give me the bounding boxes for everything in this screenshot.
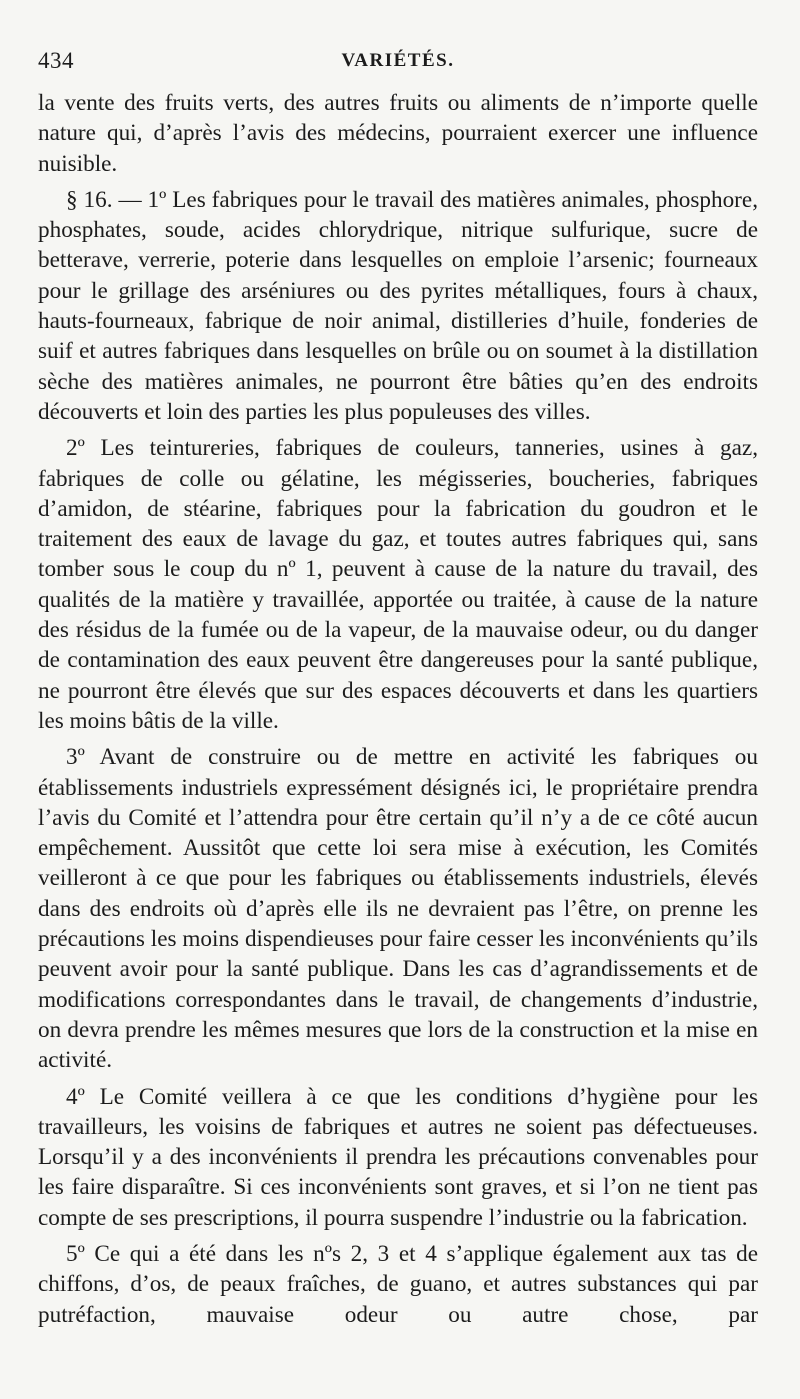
paragraph-article-16-item-1: § 16. — 1º Les fabriques pour le travail des matières animales, phosphore, phosphates, soude, acides chlorydrique, nitrique sulfurique, sucre de betterave, verrerie, poterie dans lesquelles on emploie l’arsenic; fourneaux pour le grillage des arséniures ou des pyrites métalliques, fours à chaux, hauts-fourneaux, fabrique de noir animal, distilleries d’huile, fonderies de suif et autres fabriques dans lesquelles on brûle ou on soumet à la distillation sèche des matières animales, ne pourront être bâties qu’en des endroits découverts et loin des parties les plus populeuses des villes. xyxy=(38,186,758,425)
section-title: VARIÉTÉS. xyxy=(341,50,455,71)
paragraph-item-3: 3º Avant de construire ou de mettre en activité les fabriques ou établissements industriels expressément désignés ici, le propriétaire prendra l’avis du Comité et l’attendra pour être certain qu’il n’y a de ce côté aucun empêchement. Aussitôt que cette loi sera mise à exécution, les Comités veilleront à ce que pour les fabriques ou établissements industriels, élevés dans des endroits où d’après elle ils ne devraient pas l’être, on prenne les précautions les moins dispendieuses pour faire cesser les inconvénients qu’ils peuvent avoir pour la santé publique. Dans les cas d’agrandissements et de modifications correspondantes dans le travail, de changements d’industrie, on devra prendre les mêmes mesures que lors de la construction et la mise en activité. xyxy=(38,744,758,1074)
running-head xyxy=(38,48,758,82)
paragraph-item-2: 2º Les teintureries, fabriques de couleurs, tanneries, usines à gaz, fabriques de colle ou gélatine, les mégisseries, boucheries, fabriques d’amidon, de stéarine, fabriques pour la fabrication du goudron et le traitement des eaux de lavage du gaz, et toutes autres fabriques qui, sans tomber sous le coup du nº 1, peuvent à cause de la nature du travail, des qualités de la matière y travaillée, apportée ou traitée, à cause de la nature des résidus de la fumée ou de la vapeur, de la mauvaise odeur, ou du danger de contamination des eaux peuvent être dangereuses pour la santé publique, ne pourront être élevés que sur des espaces découverts et dans les quartiers les moins bâtis de la ville. xyxy=(38,435,758,734)
paragraph-item-5: 5º Ce qui a été dans les nºs 2, 3 et 4 s’applique également aux tas de chiffons, d’os, de peaux fraîches, de guano, et autres substances qui par putréfaction, mauvaise odeur ou autre chose, par xyxy=(38,1240,758,1328)
body-text xyxy=(38,88,758,1330)
page-number: 434 xyxy=(38,48,74,73)
paragraph-continuation: la vente des fruits verts, des autres fruits ou aliments de n’importe quelle nature qui, d’après l’avis des médecins, pourraient exercer une influence nuisible. xyxy=(38,90,758,177)
paragraph-item-4: 4º Le Comité veillera à ce que les conditions d’hygiène pour les travailleurs, les voisins de fabriques et autres ne soient pas défectueuses. Lorsqu’il y a des inconvénients il prendra les précautions convenables pour les faire disparaître. Si ces inconvénients sont graves, et si l’on ne tient pas compte de ses prescriptions, il pourra suspendre l’industrie ou la fabrication. xyxy=(38,1083,758,1231)
